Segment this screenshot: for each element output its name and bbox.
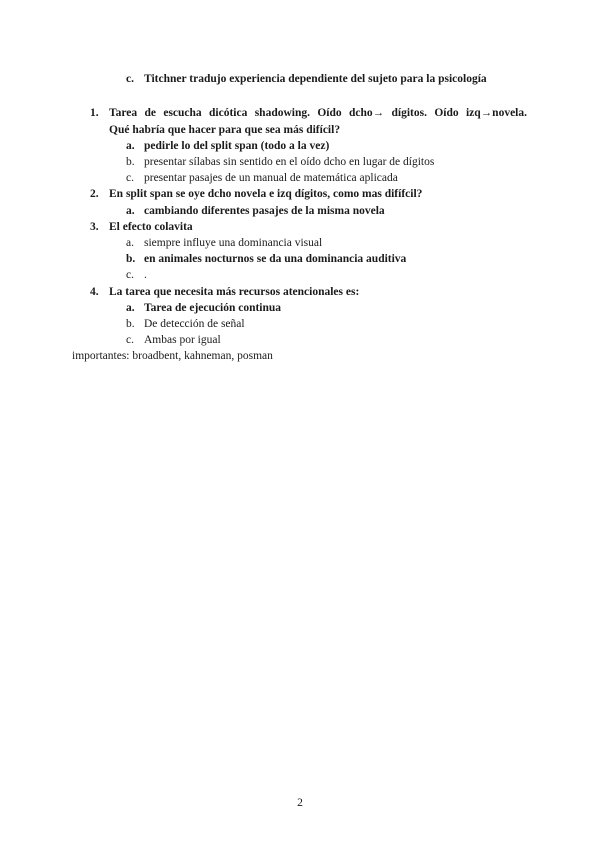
question-1-option-b-marker: b. — [126, 156, 135, 168]
prior-item-marker: c. — [126, 73, 134, 85]
question-1-option-c-marker: c. — [126, 172, 134, 184]
prior-item-text: Titchner tradujo experiencia dependiente del sujeto para la psicología — [144, 73, 487, 85]
question-2-number: 2. — [90, 188, 99, 200]
page-number: 2 — [297, 797, 303, 809]
question-4-option-b: De detección de señal — [144, 318, 245, 330]
question-3-option-a: siempre influye una dominancia visual — [144, 237, 323, 249]
question-3-option-b: en animales nocturnos se da una dominancia auditiva — [144, 253, 407, 265]
question-4-line1: La tarea que necesita más recursos atencionales es: — [109, 286, 360, 298]
question-1-line1: Tarea de escucha dicótica shadowing. Oído dcho→ dígitos. Oído izq→novela. — [109, 107, 527, 119]
question-1-option-c: presentar pasajes de un manual de matemática aplicada — [144, 172, 398, 184]
question-4-option-c: Ambas por igual — [144, 334, 221, 346]
question-2-option-a-marker: a. — [126, 205, 135, 217]
question-3-option-a-marker: a. — [126, 237, 134, 249]
question-1-option-a: pedirle lo del split span (todo a la vez) — [144, 140, 330, 152]
question-3-option-c-marker: c. — [126, 269, 134, 281]
question-1-option-a-marker: a. — [126, 140, 135, 152]
question-4-option-a: Tarea de ejecución continua — [144, 302, 282, 314]
important-authors-note: importantes: broadbent, kahneman, posman — [72, 350, 273, 362]
question-1-option-b: presentar sílabas sin sentido en el oído dcho en lugar de dígitos — [144, 156, 435, 168]
question-3-line1: El efecto colavita — [109, 221, 193, 233]
question-1-line2: Qué habría que hacer para que sea más difícil? — [109, 124, 341, 136]
question-4-option-c-marker: c. — [126, 334, 134, 346]
question-3-option-b-marker: b. — [126, 253, 136, 265]
question-3-option-c: . — [144, 269, 147, 281]
question-4-option-b-marker: b. — [126, 318, 135, 330]
question-2-line1: En split span se oye dcho novela e izq dígitos, como mas difífcil? — [109, 188, 423, 200]
question-2-option-a: cambiando diferentes pasajes de la misma novela — [144, 205, 385, 217]
question-1-number: 1. — [90, 107, 99, 119]
question-4-number: 4. — [90, 286, 99, 298]
question-4-option-a-marker: a. — [126, 302, 135, 314]
question-3-number: 3. — [90, 221, 99, 233]
